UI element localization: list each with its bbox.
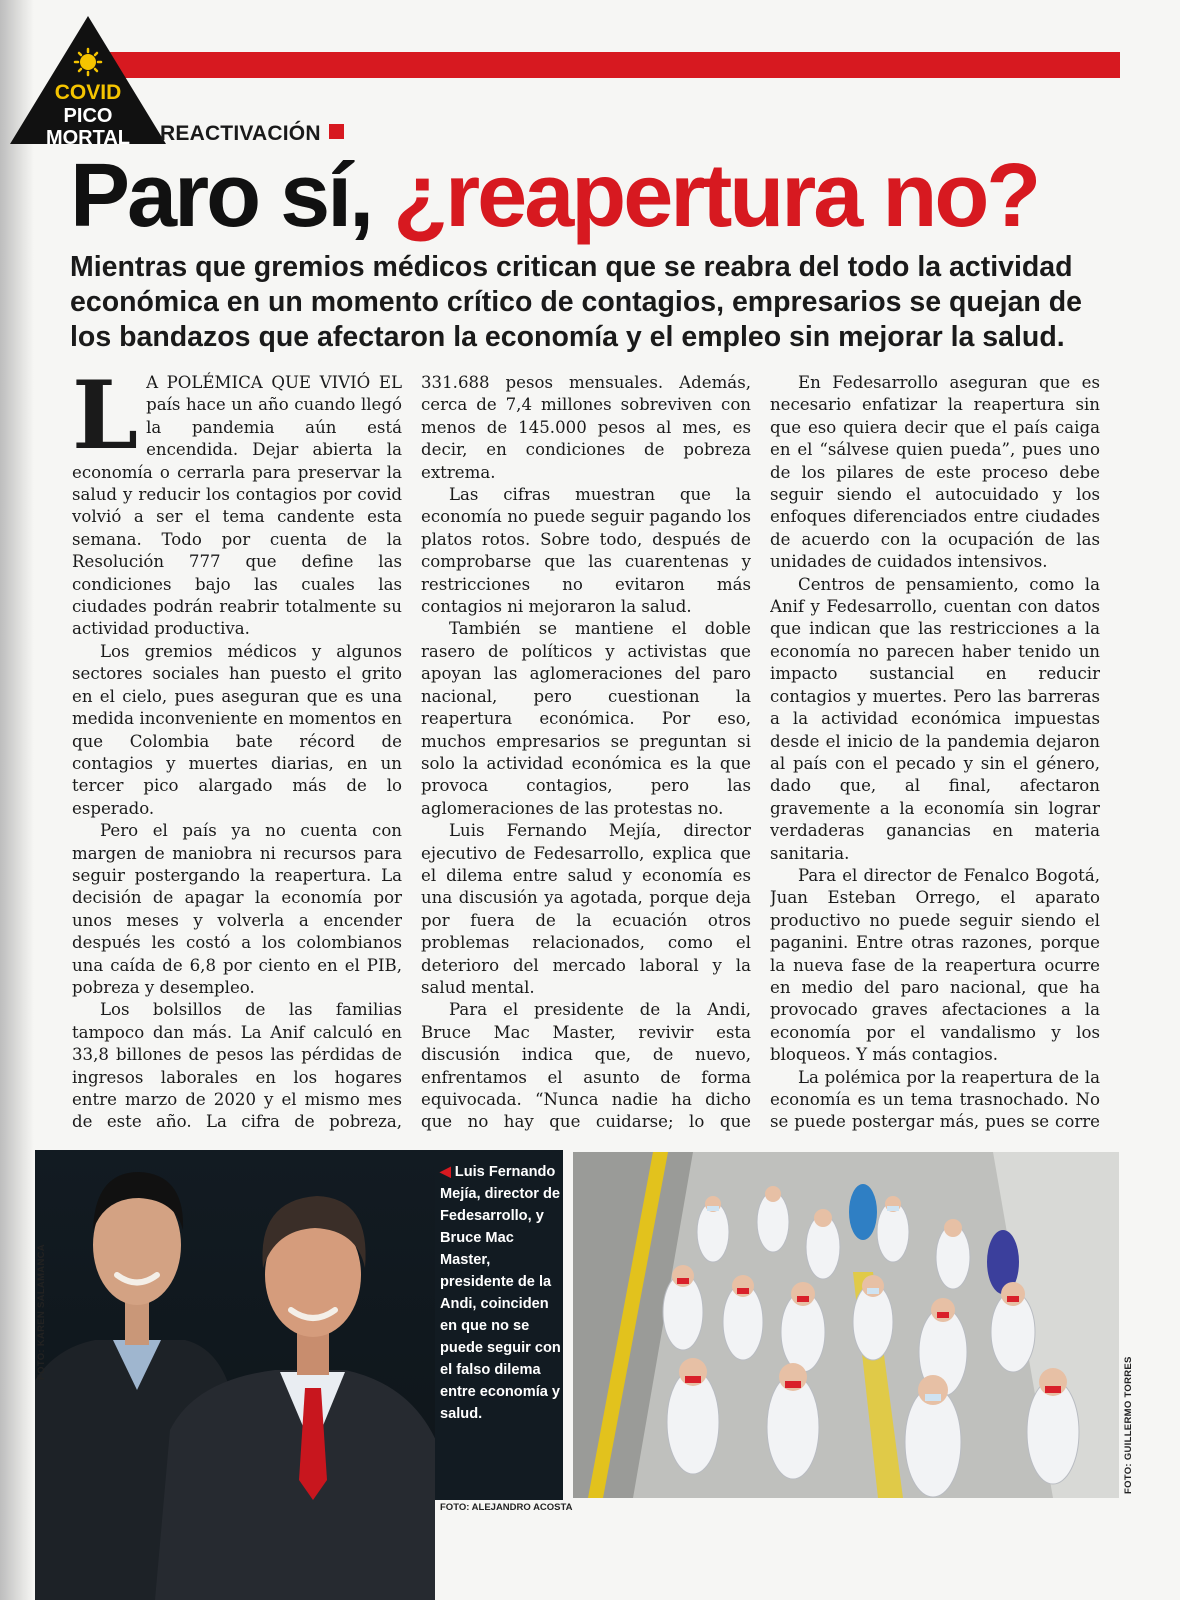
- workers-photo: [573, 1152, 1119, 1498]
- article-paragraph: Los bolsillos de las familias tampoco dan más. La Anif calculó en 33,8 billones de pesos las pérdidas de ingresos laborales en los hogares entre marzo de 2020 y el mismo mes de este año. La cifra de pobreza,: [72, 1000, 402, 1132]
- photo-caption: ◀ Luis Fernando Mejía, director de Fedesarrollo, y Bruce Mac Master, presidente de la Andi, coinciden en que no se puede seguir con el falso dilema entre economía y salud.: [440, 1163, 561, 1422]
- top-red-bar: [95, 52, 1120, 78]
- article-column-1: [72, 372, 402, 1132]
- portrait-photo: [35, 1150, 435, 1600]
- article-paragraph: Para el director de Fenalco Bogotá, Juan Esteban Orrego, el aparato productivo no puede seguir siendo el paganini. Entre otras razones, porque la nueva fase de la reapertura ocurre en medio del paro nacional, que ha provocado graves afectaciones a la economía por el vandalismo y los bloqueos. Y más contagios.: [770, 865, 1100, 1065]
- article-column-2: [421, 372, 751, 1132]
- article-paragraph: Luis Fernando Mejía, director ejecutivo de Fedesarrollo, explica que el dilema entre salud y economía es una discusión ya agotada, porque deja por fuera de la ecuación otros problemas relacionados, como el deterioro del mercado laboral y la salud mental.: [421, 821, 751, 997]
- caption-pointer-icon: ◀: [440, 1163, 451, 1179]
- article-paragraph: En Fedesarrollo aseguran que es necesario enfatizar la reapertura sin que eso quiera decir que el país caiga en el “sálvese quien pueda”, pues uno de los pilares de este proceso debe seguir siendo el autocuidado y los enfoques diferenciados entre ciudades de acuerdo con la ocupación de las unidades de cuidados intensivos.: [770, 373, 1100, 572]
- photo-credit-left: FOTO: KAREN SALAMANCA: [36, 1244, 47, 1380]
- headline: [70, 146, 1150, 246]
- article-column-3: [770, 372, 1100, 1132]
- page-gutter-shadow: [0, 0, 34, 1600]
- article-paragraph: Las cifras muestran que la economía no puede seguir pagando los platos rotos. Sobre todo, después de comprobarse que las cuarentenas y restricciones no evitaron más contagios ni mejoraron la salud.: [421, 485, 751, 617]
- article-paragraph: Centros de pensamiento, como la Anif y Fedesarrollo, cuentan con datos que indican que las restricciones a la economía no parecen haber tenido un impacto sustancial en reducir contagios y muertes. Pero las barreras a la actividad económica impuestas desde el inicio de la pandemia dejaron al país con el pecado y sin el género, dado que, al final, afectaron gravemente a la economía sin lograr verdaderas ganancias en materia sanitaria.: [770, 574, 1100, 863]
- section-label: [160, 122, 344, 146]
- badge-covid-label: COVID: [54, 81, 122, 104]
- headline-part-2: ¿reapertura no?: [393, 146, 1039, 246]
- badge-pico-label: PICO: [63, 105, 113, 127]
- article-paragraph: También se mantiene el doble rasero de políticos y activistas que apoyan las aglomeraciones del paro nacional, pero cuestionan la reapertura económica. Por eso, muchos empresarios se preguntan si solo la actividad económica es la que provoca contagios, pero las aglomeraciones de las protestas no.: [421, 619, 751, 818]
- photo-credit-right: FOTO: GUILLERMO TORRES: [1123, 1356, 1134, 1494]
- article-paragraph: Pero el país ya no cuenta con margen de maniobra ni recursos para seguir postergando la reapertura. La decisión de apagar la economía por unos meses y volverla a encender después les costó a los colombianos una caída de 6,8 por ciento en el PIB, pobreza y desempleo.: [72, 821, 402, 997]
- badge-mortal-label: MORTAL: [45, 127, 131, 149]
- article-paragraph: Para el presidente de la Andi, Bruce Mac Master, revivir esta discusión indica que, de nuevo, enfrentamos el asunto de forma equivocada. “Nunca nadie ha dicho que no hay que cuidarse; lo que: [421, 1000, 751, 1132]
- headline-part-1: Paro sí,: [70, 146, 394, 246]
- article-paragraph: L A POLÉMICA QUE VIVIÓ EL país hace un año cuando llegó la pandemia aún está encendida. Dejar abierta la economía o cerrarla para preservar la salud y reducir los contagios por covid volvió a ser el tema candente esta semana. Todo por cuenta de la Resolución 777 que define las condiciones bajo las cuales las ciudades podrán reabrir totalmente su actividad productiva.: [72, 372, 402, 639]
- virus-icon: [75, 49, 101, 75]
- photo-credit-bottom: FOTO: ALEJANDRO ACOSTA: [440, 1502, 573, 1513]
- factory-workers-illustration: [573, 1152, 1119, 1498]
- article-paragraph: 331.688 pesos mensuales. Además, cerca de 7,4 millones sobreviven con menos de 145.000 pesos al mes, es decir, en condiciones de pobreza extrema.: [421, 373, 751, 482]
- portraits-illustration: [35, 1150, 435, 1600]
- section-label-text: REACTIVACIÓN: [160, 122, 321, 145]
- section-marker: [329, 124, 344, 139]
- drop-cap: L: [72, 372, 139, 471]
- deck-subtitle: Mientras que gremios médicos critican que se reabra del todo la actividad económica en un momento crítico de contagios, empresarios se quejan de los bandazos que afectaron la economía y el empleo sin mejorar la salud.: [70, 251, 1083, 353]
- article-paragraph-last: La polémica por la reapertura de la economía es un tema trasnochado. No se puede postergar más, pues se corre: [770, 1067, 1100, 1132]
- article-paragraph: Los gremios médicos y algunos sectores sociales han puesto el grito en el cielo, pues aseguran que es una medida inconveniente en momentos en que Colombia bate récord de contagios y muertes diarias, en un tercer pico alargado más de lo esperado.: [72, 641, 402, 818]
- covid-badge: [8, 14, 168, 149]
